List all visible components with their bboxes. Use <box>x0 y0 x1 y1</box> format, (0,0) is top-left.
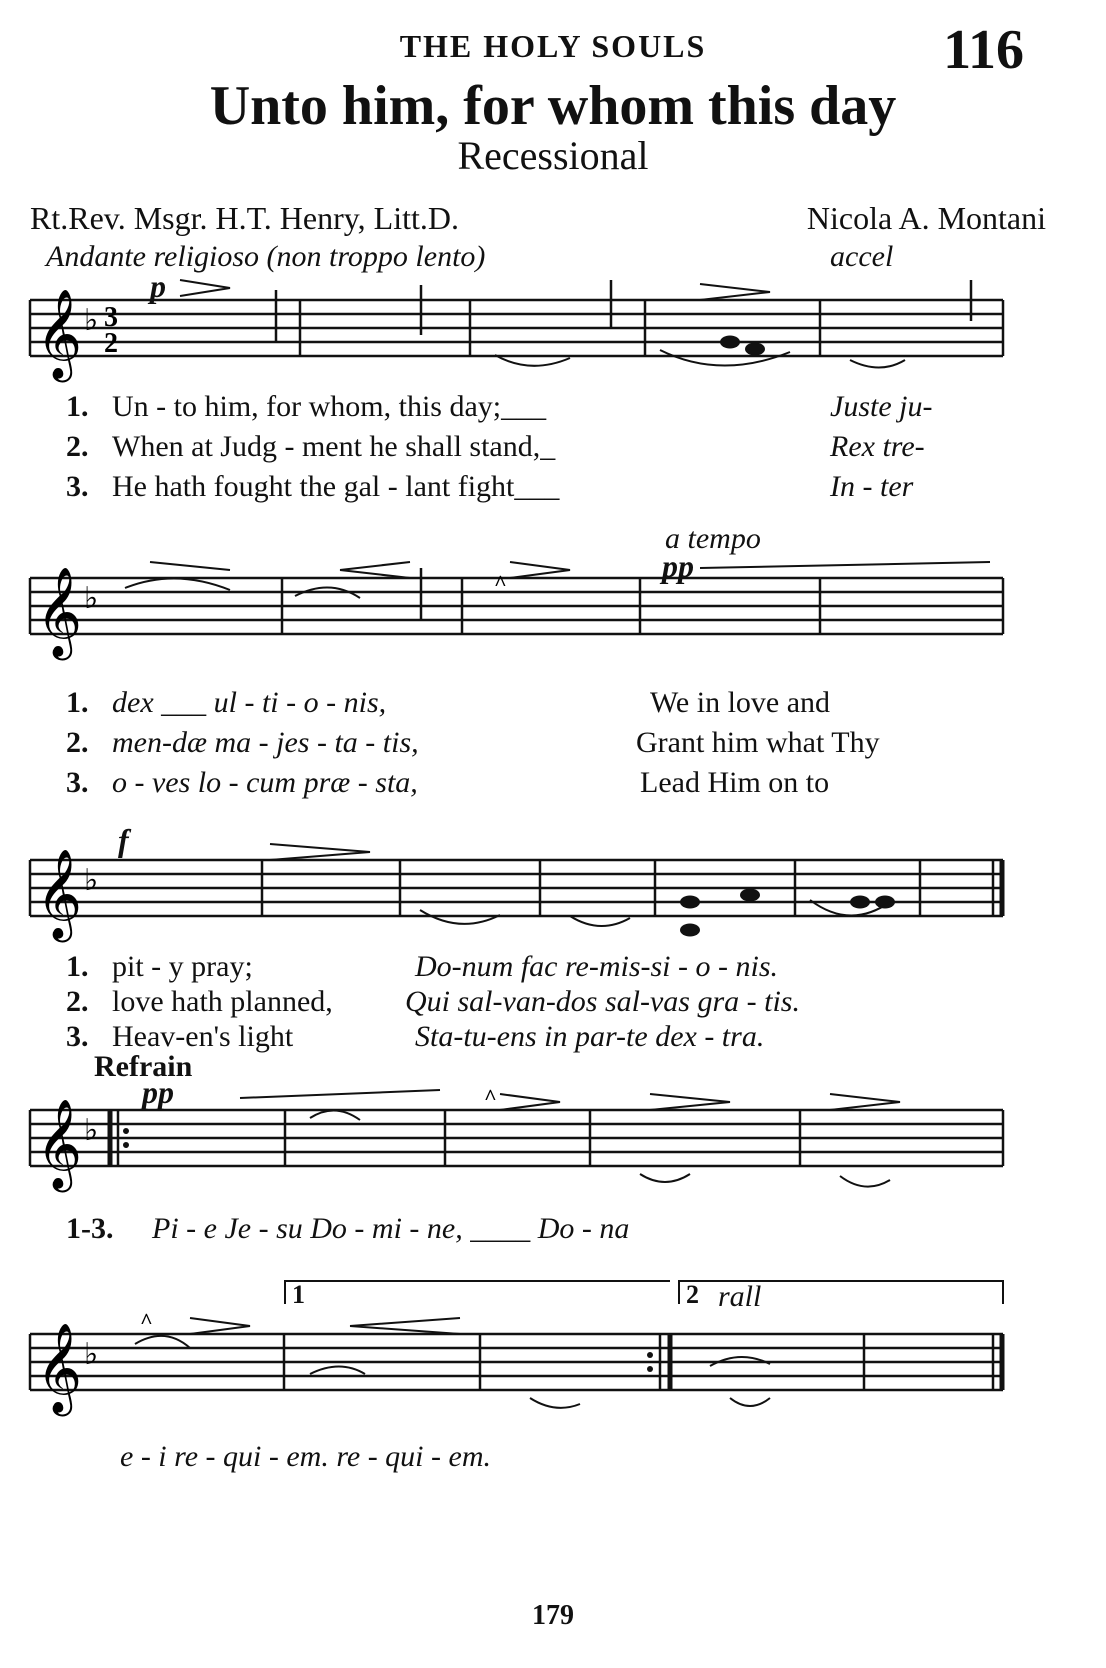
page-number: 179 <box>532 1600 574 1631</box>
dynamic-p: p <box>150 268 166 304</box>
first-ending-bracket <box>284 1280 670 1304</box>
lyric-s2-v2-english: Grant him what Thy <box>636 726 880 759</box>
lyric-s3-v2: 2. love hath planned, <box>66 985 333 1018</box>
staff-system-3 <box>0 840 1106 950</box>
hymn-number: 116 <box>943 19 1024 81</box>
lyric-s2-v3-english: Lead Him on to <box>640 766 830 799</box>
svg-text:♭: ♭ <box>84 582 99 615</box>
svg-text:♭: ♭ <box>84 304 99 337</box>
lyric-s3-v3: 3. Heav-en's light <box>66 1020 294 1053</box>
lyric-s2-v1-english: We in love and <box>650 686 831 719</box>
svg-text:♭: ♭ <box>84 1338 99 1371</box>
lyric-s1-v1-latin: Juste ju- <box>830 390 933 423</box>
treble-clef-icon: 𝄞 <box>36 290 83 377</box>
lyric-s1-v2: 2. When at Judg - ment he shall stand,_ <box>66 430 556 463</box>
lyric-s1-v3: 3. He hath fought the gal - lant fight___ <box>66 470 560 503</box>
svg-text:^: ^ <box>484 1084 497 1109</box>
dynamic-f: f <box>118 822 129 858</box>
svg-text:𝄞: 𝄞 <box>36 1324 83 1411</box>
accel-marking: accel <box>830 240 894 273</box>
staff-system-2 <box>0 558 1106 668</box>
lyric-s3-v2-latin: Qui sal-van-dos sal-vas gra - tis. <box>405 985 800 1018</box>
lyric-s1-v2-latin: Rex tre- <box>830 430 925 463</box>
time-signature: 3 <box>104 302 118 333</box>
svg-text:♭: ♭ <box>84 1114 99 1147</box>
hymn-title: Unto him, for whom this day <box>209 75 897 137</box>
svg-text:𝄞: 𝄞 <box>36 850 83 937</box>
lyric-final: e - i re - qui - em. re - qui - em. <box>120 1440 491 1473</box>
svg-text:2: 2 <box>104 328 118 359</box>
a-tempo-marking: a tempo <box>665 522 761 555</box>
composer-credit: Nicola A. Montani <box>806 200 1046 236</box>
lyric-s2-v3: 3. o - ves lo - cum præ - sta, <box>66 766 418 799</box>
dynamic-pp: pp <box>662 548 694 584</box>
lyric-s3-v1: 1. pit - y pray; <box>66 950 253 983</box>
svg-text:♭: ♭ <box>84 864 99 897</box>
svg-text:^: ^ <box>494 570 507 595</box>
lyric-s3-v1-latin: Do-num fac re-mis-si - o - nis. <box>415 950 779 983</box>
lyricist-credit: Rt.Rev. Msgr. H.T. Henry, Litt.D. <box>30 200 459 236</box>
hymn-subtitle: Recessional <box>457 133 649 178</box>
lyric-s2-v2: 2. men-dæ ma - jes - ta - tis, <box>66 726 419 759</box>
first-ending-number: 1 <box>292 1280 305 1309</box>
lyric-refrain: 1-3. Pi - e Je - su Do - mi - ne, ____ Do - na <box>66 1212 630 1245</box>
dynamic-pp-refrain: pp <box>142 1074 174 1110</box>
refrain-label: Refrain <box>94 1050 193 1083</box>
svg-text:^: ^ <box>140 1308 153 1333</box>
rall-marking: rall <box>718 1280 762 1313</box>
lyric-s1-v1: 1. Un - to him, for whom, this day;___ <box>66 390 547 423</box>
lyric-s1-v3-latin: In - ter <box>830 470 914 503</box>
staff-system-4 <box>0 1084 1106 1200</box>
section-title: THE HOLY SOULS <box>399 28 707 64</box>
tempo-marking: Andante religioso (non troppo lento) <box>46 240 486 273</box>
lyric-s3-v3-latin: Sta-tu-ens in par-te dex - tra. <box>415 1020 765 1053</box>
second-ending-number: 2 <box>686 1280 699 1309</box>
svg-text:𝄞: 𝄞 <box>36 1100 83 1187</box>
staff-system-5 <box>0 1308 1106 1424</box>
svg-text:𝄞: 𝄞 <box>36 568 83 655</box>
staff-system-1 <box>0 280 1106 390</box>
lyric-s2-v1: 1. dex ___ ul - ti - o - nis, <box>66 686 387 719</box>
